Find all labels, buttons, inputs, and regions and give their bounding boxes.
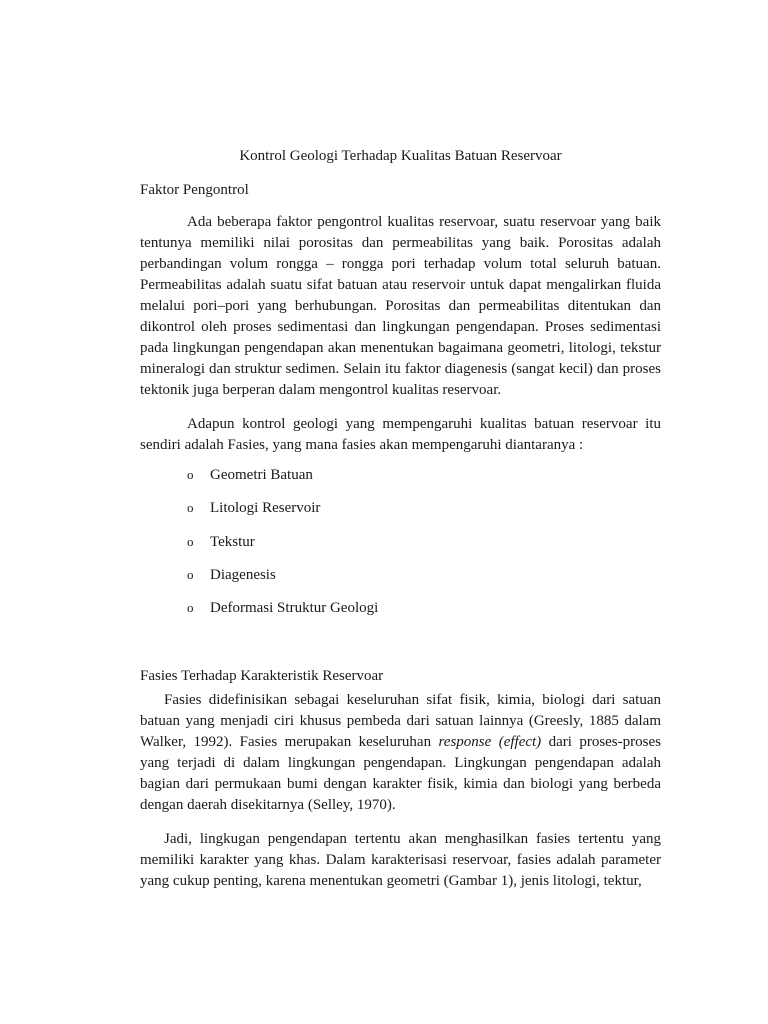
list-item-label: Deformasi Struktur Geologi xyxy=(210,600,379,616)
list-item xyxy=(187,464,313,485)
paragraph-kontrol-geologi: Adapun kontrol geologi yang mempengaruhi kualitas batuan reservoar itu sendiri adalah Fasies, yang mana fasies akan mempengaruhi diantaranya : xyxy=(140,416,661,453)
list-item-label: Litologi Reservoir xyxy=(210,500,321,516)
paragraph-fasies-definisi xyxy=(140,690,661,816)
paragraph-faktor-pengontrol: Ada beberapa faktor pengontrol kualitas reservoar, suatu reservoar yang baik tentunya memiliki nilai porositas dan permeabilitas yang baik. Porositas adalah perbandingan volum rongga – rongga pori terhadap volum total seluruh batuan. Permeabilitas adalah suatu sifat batuan atau reservoir untuk dapat mengalirkan fluida melalui pori–pori yang berhubungan. Porositas dan permeabilitas ditentukan dan dikontrol oleh proses sedimentasi dan lingkungan pengendapan. Proses sedimentasi pada lingkungan pengendapan akan menentukan bagaimana geometri, litologi, tekstur mineralogi dan struktur sedimen. Selain itu faktor diagenesis (sangat kecil) dan proses tektonik juga berperan dalam mengontrol kualitas reservoar. xyxy=(140,214,661,398)
bullet-icon: o xyxy=(187,500,194,515)
section-fasies-body xyxy=(140,690,661,892)
list-item-label: Diagenesis xyxy=(210,567,276,583)
bullet-icon: o xyxy=(187,467,194,482)
section-heading-faktor-pengontrol: Faktor Pengontrol xyxy=(140,182,249,198)
bullet-icon: o xyxy=(187,534,194,549)
list-item xyxy=(187,597,378,618)
paragraph-lingkungan-pengendapan: Jadi, lingkugan pengendapan tertentu akan menghasilkan fasies tertentu yang memiliki karakter yang khas. Dalam karakterisasi reservoar, fasies adalah parameter yang cukup penting, karena menentukan geometri (Gambar 1), jenis litologi, tektur, xyxy=(140,831,661,889)
bullet-icon: o xyxy=(187,600,194,615)
paragraph-text-part: Fasies didefinisikan sebagai keseluruhan sifat fisik, kimia, biologi dari satuan batuan yang menjadi ciri khusus pembeda dari satuan lainnya (Greesly, 1885 dalam Walker, 1992). Fasies merupakan keseluruhan xyxy=(140,692,661,750)
list-item-label: Tekstur xyxy=(210,534,255,550)
section-heading-fasies: Fasies Terhadap Karakteristik Reservoar xyxy=(140,668,384,684)
list-item xyxy=(187,531,255,552)
list-item xyxy=(187,497,320,518)
list-item xyxy=(187,564,276,585)
page-content xyxy=(140,146,661,889)
italic-term: response (effect) xyxy=(438,734,542,750)
paragraph-text-part: dari proses-proses yang terjadi di dalam lingkungan pengendapan. Lingkungan pengendapan adalah bagian dari permukaan bumi dengan karakter fisik, kimia dan biologi yang berbeda dengan daerah disekitarnya (Selley, 1970). xyxy=(140,734,661,813)
bullet-icon: o xyxy=(187,567,194,582)
list-item-label: Geometri Batuan xyxy=(210,467,313,483)
document-title: Kontrol Geologi Terhadap Kualitas Batuan Reservoar xyxy=(239,148,562,164)
